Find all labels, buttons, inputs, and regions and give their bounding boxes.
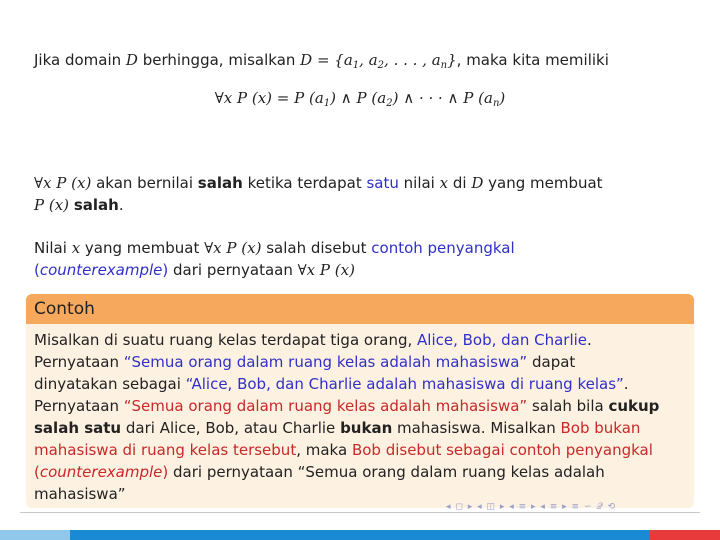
emphasis: salah [197,174,243,192]
math-set: D = {a [300,51,353,69]
math-set: , a [359,51,378,69]
nav-icons[interactable]: ◂ ◻ ▸ ◂ ◫ ▸ ◂ ≡ ▸ ◂ ≡ ▸ ≡ ∽ 𝒬 ⟲ [446,502,617,512]
example-block-header [26,294,694,324]
highlight: “Semua orang dalam ruang kelas adalah mahasiswa” [123,353,528,371]
emphasis: salah satu [34,419,122,437]
subscript: 1 [323,98,331,109]
highlight: satu [366,174,399,192]
subscript: n [440,60,448,71]
emphasis: bukan [340,419,393,437]
footer-segment [0,530,70,540]
text: Jika domain [34,51,126,69]
text: berhingga, misalkan [137,51,301,69]
highlight-red: counterexample [39,463,163,481]
para1-line1 [34,173,603,193]
highlight: Alice, Bob, dan Charlie [417,331,588,349]
example-line1 [34,330,592,350]
text: Pernyataan [34,397,124,415]
text: salah bila [527,397,609,415]
subscript: 2 [377,60,385,71]
example-line5 [34,418,640,438]
math: ∀x P (x) [204,239,262,257]
example-line2 [34,352,575,372]
text: dari Alice, Bob, atau Charlie [121,419,341,437]
intro-line [34,50,609,76]
highlight: counterexample [39,261,163,279]
math-set: , . . . , a [384,51,441,69]
highlight-red: Bob bukan [560,419,641,437]
text: Misalkan di suatu ruang kelas terdapat tiga orang, [34,331,418,349]
emphasis: salah [73,196,119,214]
subscript: 2 [386,98,393,109]
text: nilai [398,174,440,192]
highlight: “Alice, Bob, dan Charlie adalah mahasiswa di ruang kelas” [185,375,624,393]
para1-line2 [34,195,124,215]
emphasis: cukup [608,397,660,415]
highlight: ) [162,261,169,279]
text: mahasiswa” [34,485,126,503]
example-line4 [34,396,659,416]
text: salah disebut [261,239,372,257]
slide-navigation[interactable] [446,502,616,516]
text: . [118,196,124,214]
highlight-red: ) [162,463,169,481]
math-set: } [447,51,457,69]
math: ∀x P (x) [297,261,355,279]
example-title: Contoh [34,299,95,319]
math: P (x) [34,196,70,214]
math-D: D [125,51,138,69]
text: dapat [527,353,576,371]
highlight-red: mahasiswa di ruang kelas tersebut [34,441,297,459]
math: x [71,239,81,257]
formula-part: ∀x P (x) = P (a [214,89,324,107]
math: ∀x P (x) [34,174,92,192]
highlight-red: ( [34,463,40,481]
text: . [623,375,629,393]
text: yang membuat [80,239,205,257]
math: x [439,174,449,192]
text: mahasiswa. Misalkan [392,419,561,437]
text: Pernyataan [34,353,124,371]
highlight: ( [34,261,40,279]
footer-segment [650,530,720,540]
text: , maka kita memiliki [456,51,609,69]
example-line8 [34,484,126,504]
example-line3 [34,374,629,394]
example-line6 [34,440,653,460]
formula-part: ) ∧ P (a [330,89,387,107]
text: , maka [296,441,352,459]
highlight-red: “Semua orang dalam ruang kelas adalah mahasiswa” [123,397,528,415]
para2-line2 [34,260,355,280]
text: . [587,331,592,349]
footer-segment [70,530,650,540]
example-block [26,294,694,508]
text: yang membuat [483,174,603,192]
formula-part: ) [499,89,506,107]
highlight-red: Bob disebut sebagai contoh penyangkal [351,441,653,459]
text: dinyatakan sebagai [34,375,186,393]
example-line7 [34,462,605,482]
text: di [448,174,472,192]
text: ketika terdapat [242,174,367,192]
text: dari pernyataan “Semua orang dalam ruang kelas adalah [168,463,605,481]
highlight: contoh penyangkal [371,239,515,257]
subscript: 1 [352,60,360,71]
divider [20,512,700,513]
text: dari pernyataan [168,261,298,279]
math: D [471,174,484,192]
formula-part: ) ∧ · · · ∧ P (a [392,89,493,107]
text: Nilai [34,239,72,257]
text: akan bernilai [91,174,198,192]
subscript: n [492,98,500,109]
para2-line1 [34,238,515,258]
forall-formula [0,88,720,114]
